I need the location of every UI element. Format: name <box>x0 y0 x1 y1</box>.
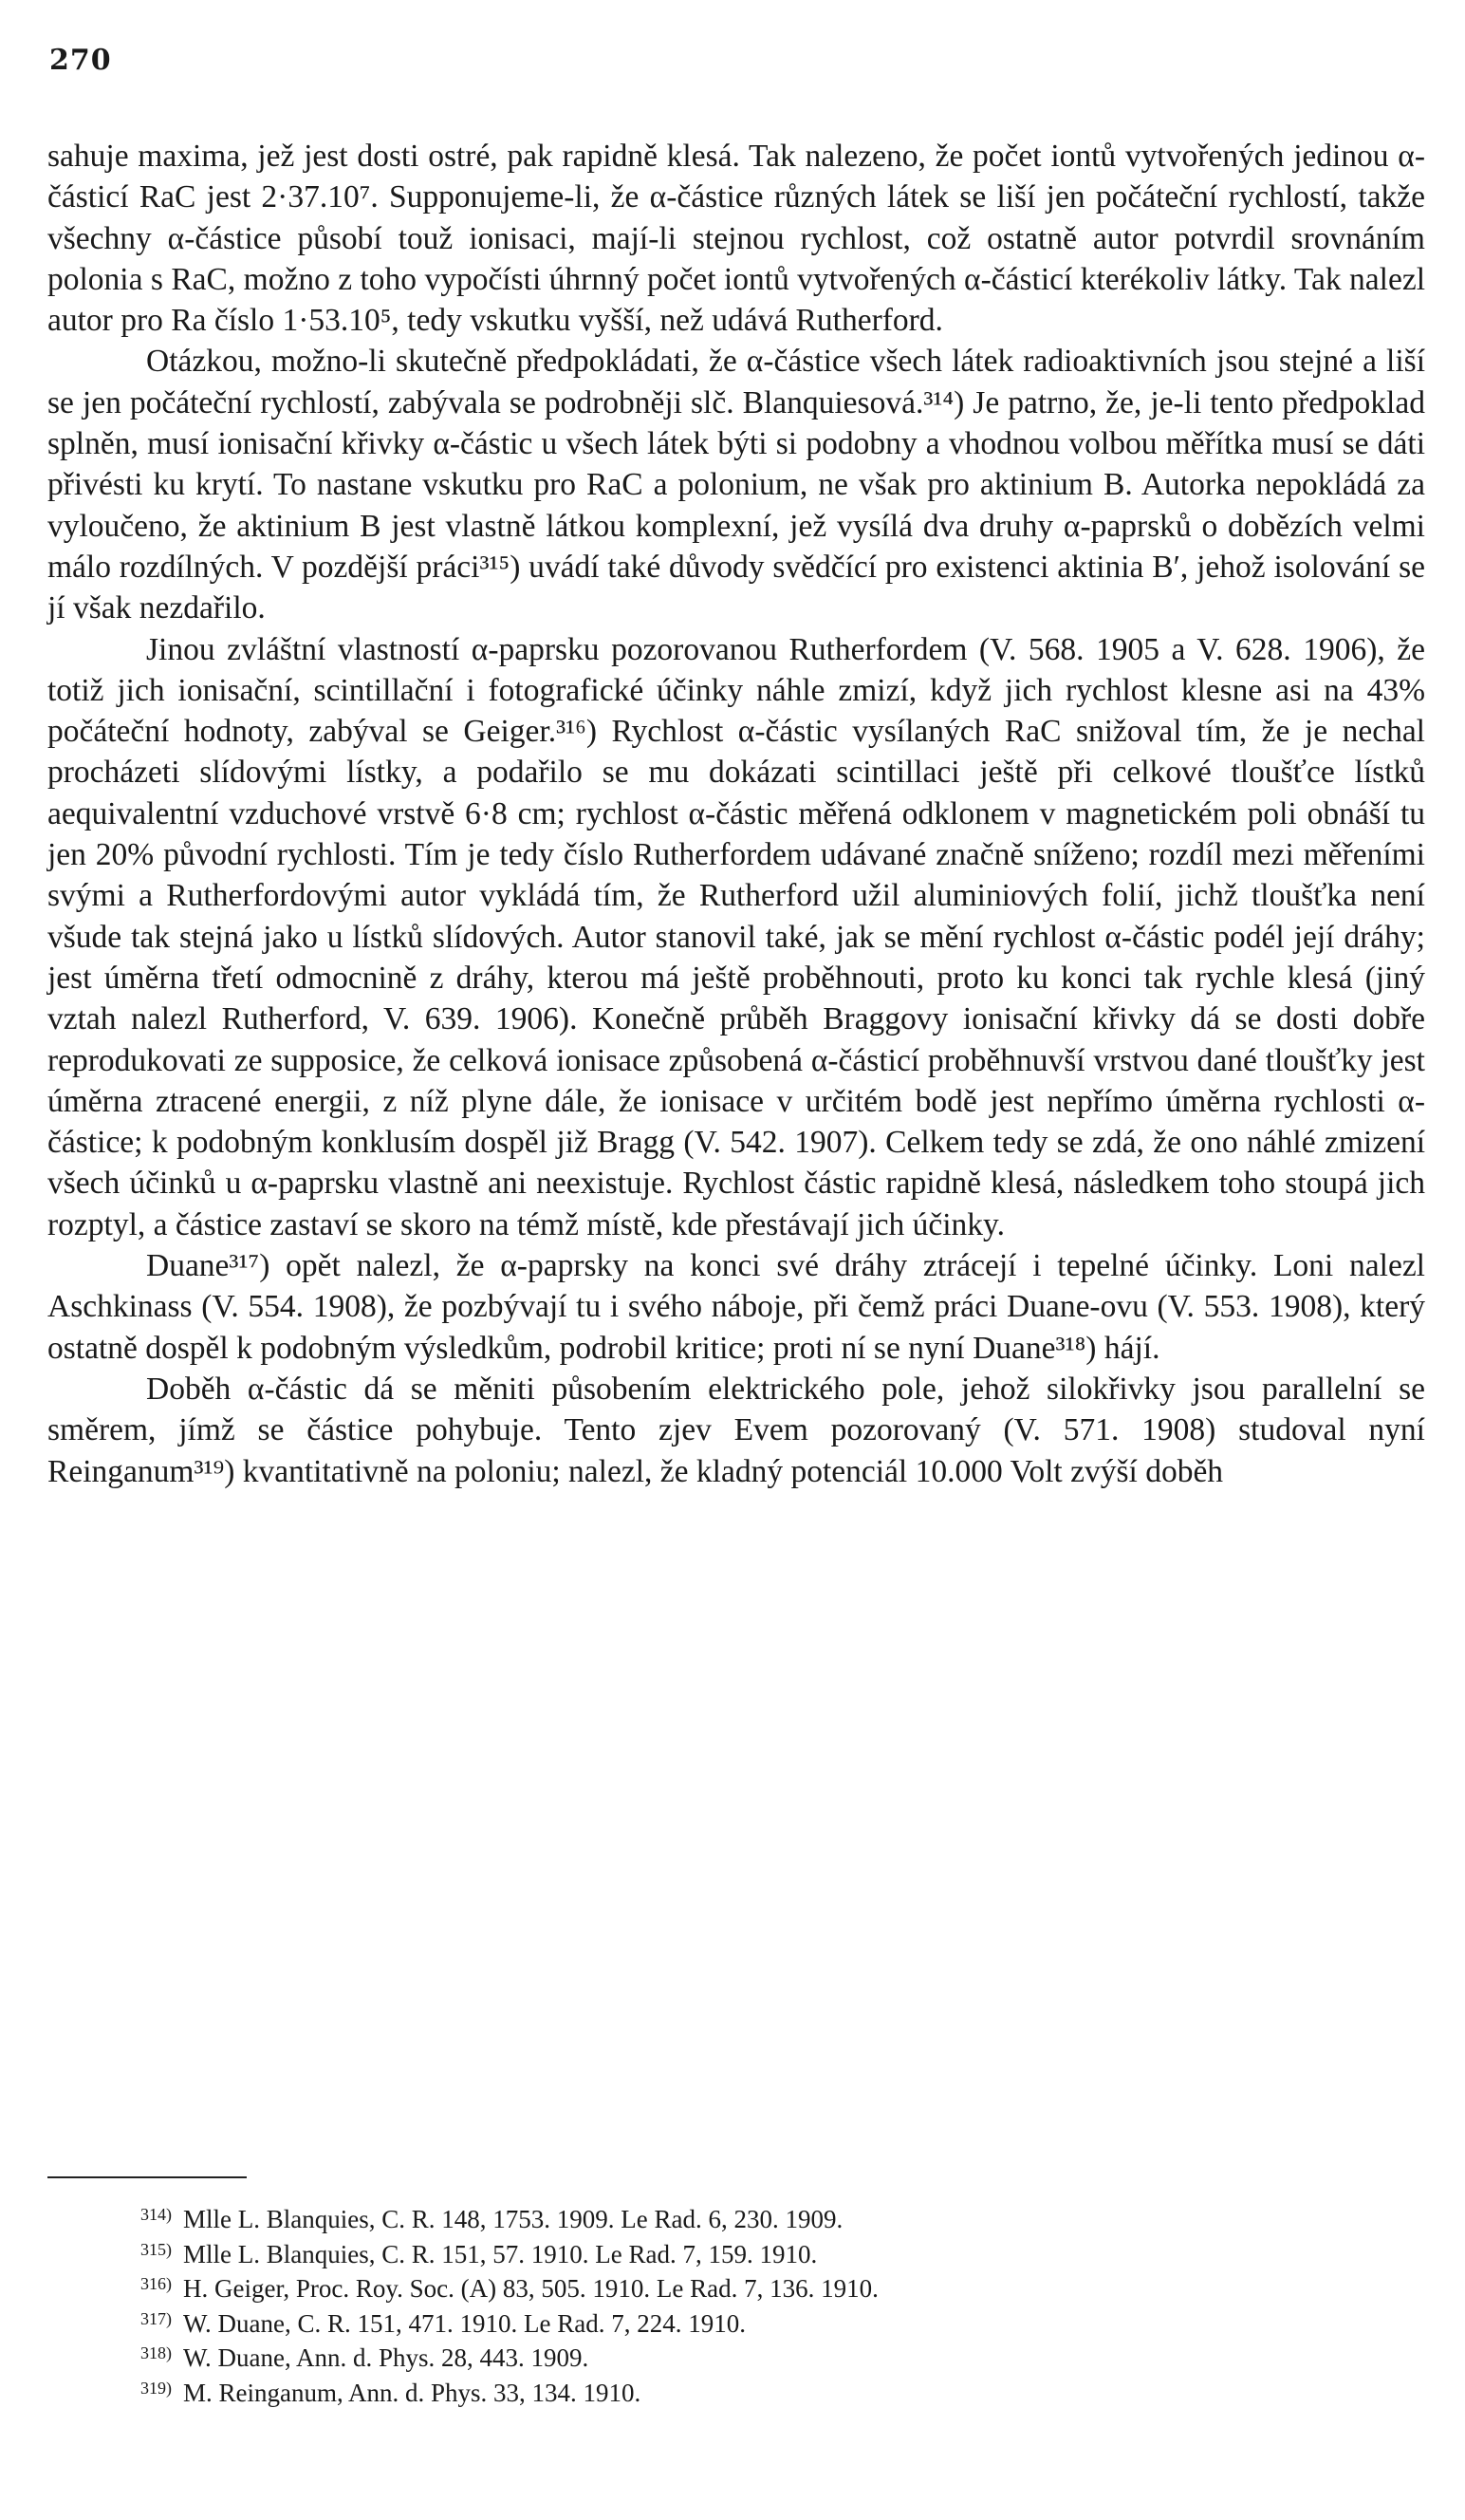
footnotes <box>140 2200 1431 2408</box>
footnote-text: M. Reinganum, Ann. d. Phys. 33, 134. 1910. <box>183 2378 641 2407</box>
footnote-text: Mlle L. Blanquies, C. R. 151, 57. 1910. Le Rad. 7, 159. 1910. <box>183 2239 818 2268</box>
footnote-text: W. Duane, C. R. 151, 471. 1910. Le Rad. 7, 224. 1910. <box>183 2308 746 2338</box>
paragraph: Otázkou, možno-li skutečně předpokládati, že α-částice všech látek radioaktivních jsou stejné a liší se jen počáteční rychlostí, zabývala se podrobněji slč. Blanquiesová.³¹⁴) Je patrno, že, je-li tento předpoklad splněn, musí ionisační křivky α-částic u všech látek býti si podobny a vhodnou volbou měřítka musí se dáti přivésti ku krytí. To nastane vskutku pro RaC a polonium, ne však pro aktinium B. Autorka nepokládá za vyloučeno, že aktinium B jest vlastně látkou komplexní, jež vysílá dva druhy α-paprsků o dobězích velmi málo rozdílných. V pozdější práci³¹⁵) uvádí také důvody svědčící pro existenci aktinia B′, jehož isolování se jí však nezdařilo. <box>47 344 1425 626</box>
footnote <box>140 2374 1431 2409</box>
paragraph: Doběh α-částic dá se měniti působením elektrického pole, jehož silokřivky jsou parallelní se směrem, jímž se částice pohybuje. Tento zjev Evem pozorovaný (V. 571. 1908) studoval nyní Reinganum³¹⁹) kvantitativně na poloniu; nalezl, že kladný potenciál 10.000 Volt zvýší doběh <box>47 1371 1425 1489</box>
paragraph: Duane³¹⁷) opět nalezl, že α-paprsky na konci své dráhy ztrácejí i tepelné účinky. Loni nalezl Aschkinass (V. 554. 1908), že pozbývají tu i svého náboje, při čemž práci Duane-ovu (V. 553. 1908), který ostatně dospěl k podobným výsledkům, podrobil kritice; proti ní se nyní Duane³¹⁸) hájí. <box>47 1248 1425 1366</box>
footnote <box>140 2269 1431 2305</box>
footnote <box>140 2200 1431 2235</box>
body-text <box>47 136 1425 1492</box>
footnote-number: 315) <box>140 2239 172 2259</box>
footnote-number: 318) <box>140 2343 172 2362</box>
footnote-number: 319) <box>140 2378 172 2398</box>
footnote-text: W. Duane, Ann. d. Phys. 28, 443. 1909. <box>183 2343 589 2372</box>
footnote-divider <box>47 2176 247 2178</box>
footnote <box>140 2339 1431 2374</box>
page-number: 270 <box>49 44 112 77</box>
footnote-text: H. Geiger, Proc. Roy. Soc. (A) 83, 505. 1910. Le Rad. 7, 136. 1910. <box>183 2274 879 2303</box>
footnote-number: 314) <box>140 2205 172 2224</box>
paragraph: sahuje maxima, jež jest dosti ostré, pak rapidně klesá. Tak nalezeno, že počet iontů vytvořených jedinou α-částicí RaC jest 2·37.10⁷. Supponujeme-li, že α-částice různých látek se liší jen počáteční rychlostí, takže všechny α-částice působí touž ionisaci, mají-li stejnou rychlost, což ostatně autor potvrdil srovnáním polonia s RaC, možno z toho vypočísti úhrnný počet iontů vytvořených α-částicí kterékoliv látky. Tak nalezl autor pro Ra číslo 1·53.10⁵, tedy vskutku vyšší, než udává Rutherford. <box>47 139 1425 339</box>
footnote-number: 316) <box>140 2274 172 2293</box>
footnote <box>140 2305 1431 2340</box>
footnote-number: 317) <box>140 2308 172 2328</box>
paragraph: Jinou zvláštní vlastností α-paprsku pozorovanou Rutherfordem (V. 568. 1905 a V. 628. 1906), že totiž jich ionisační, scintillační i fotografické účinky náhle zmizí, když jich rychlost klesne asi na 43% počáteční hodnoty, zabýval se Geiger.³¹⁶) Rychlost α-částic vysílaných RaC snižoval tím, že je nechal procházeti slídovými lístky, a podařilo se mu dokázati scintillaci ještě při celkové tloušťce lístků aequivalentní vzduchové vrstvě 6·8 cm; rychlost α-částic měřená odklonem v magnetickém poli obnáší tu jen 20% původní rychlosti. Tím je tedy číslo Rutherfordem udávané značně sníženo; rozdíl mezi měřeními svými a Rutherfordovými autor vykládá tím, že Rutherford užil aluminiových folií, jichž tloušťka není všude tak stejná jako u lístků slídových. Autor stanovil také, jak se mění rychlost α-částic podél její dráhy; jest úměrna třetí odmocnině z dráhy, kterou má ještě proběhnouti, proto ku konci tak rychle klesá (jiný vztah nalezl Rutherford, V. 639. 1906). Konečně průběh Braggovy ionisační křivky dá se dosti dobře reprodukovati ze supposice, že celková ionisace způsobená α-částicí proběhnuvší vrstvou dané tloušťky jest úměrna ztracené energii, z níž plyne dále, že ionisace v určitém bodě jest nepřímo úměrna rychlosti α-částice; k podobným konklusím dospěl již Bragg (V. 542. 1907). Celkem tedy se zdá, že ono náhlé zmizení všech účinků u α-paprsku vlastně ani neexistuje. Rychlost částic rapidně klesá, následkem toho stoupá jich rozptyl, a částice zastaví se skoro na témž místě, kde přestávají jich účinky. <box>47 631 1425 1242</box>
footnote-text: Mlle L. Blanquies, C. R. 148, 1753. 1909. Le Rad. 6, 230. 1909. <box>183 2205 844 2233</box>
footnote <box>140 2235 1431 2270</box>
